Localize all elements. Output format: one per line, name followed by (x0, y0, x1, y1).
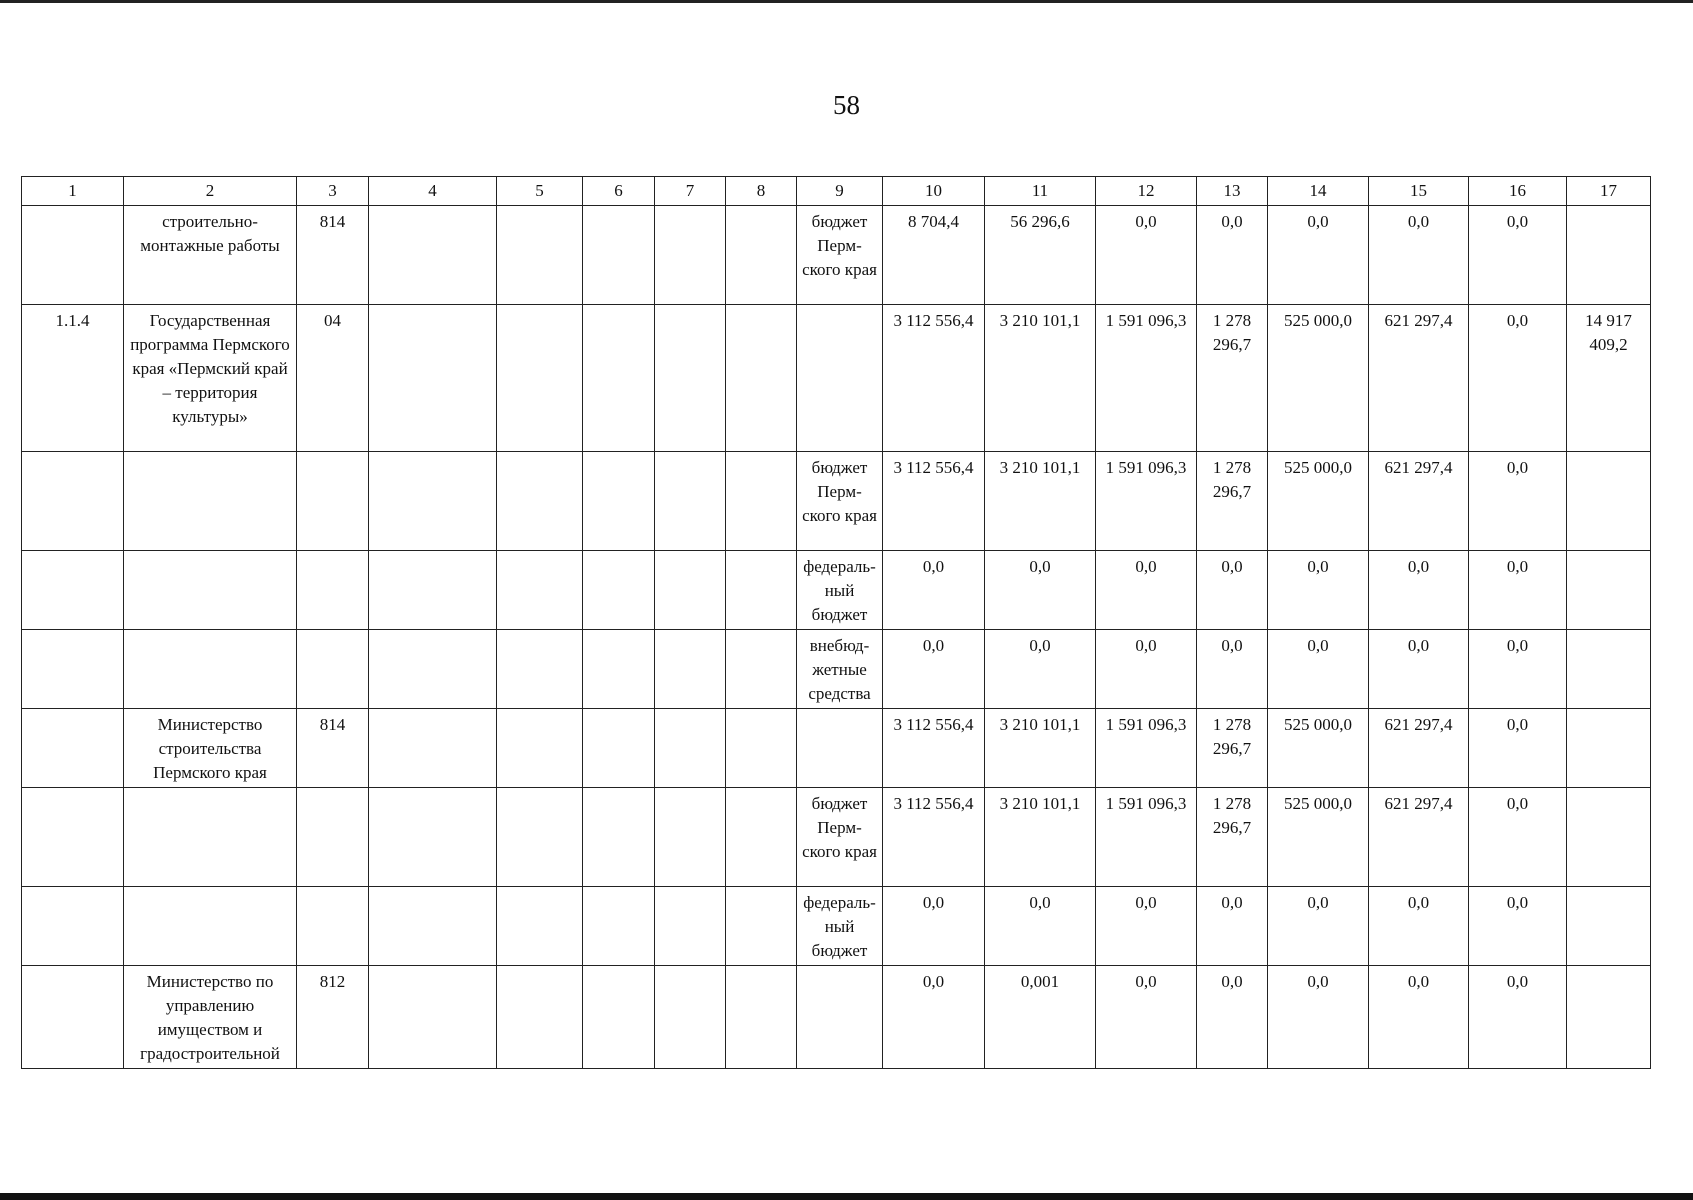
table-cell-col-9: внебюд-жетные средства (797, 630, 883, 709)
table-cell-col-9: бюджет Перм-ского края (797, 788, 883, 887)
table-cell-col-15: 0,0 (1369, 551, 1469, 630)
column-header-5: 5 (497, 177, 583, 206)
table-cell-col-5 (497, 887, 583, 966)
table-cell-col-17 (1567, 630, 1651, 709)
table-cell-col-6 (583, 551, 655, 630)
table-cell-col-16: 0,0 (1469, 551, 1567, 630)
table-cell-col-4 (369, 887, 497, 966)
table-cell-col-12: 1 591 096,3 (1096, 788, 1197, 887)
column-header-6: 6 (583, 177, 655, 206)
table-cell-col-15: 621 297,4 (1369, 709, 1469, 788)
table-cell-col-17 (1567, 966, 1651, 1069)
column-header-2: 2 (124, 177, 297, 206)
table-cell-col-12: 0,0 (1096, 966, 1197, 1069)
table-cell-col-5 (497, 788, 583, 887)
table-cell-col-1 (22, 551, 124, 630)
table-cell-col-8 (726, 305, 797, 452)
table-cell-col-7 (655, 305, 726, 452)
table-cell-col-6 (583, 630, 655, 709)
table-cell-col-3: 814 (297, 206, 369, 305)
table-cell-col-15: 0,0 (1369, 630, 1469, 709)
table-cell-col-15: 621 297,4 (1369, 788, 1469, 887)
table-cell-col-15: 621 297,4 (1369, 305, 1469, 452)
table-cell-col-3 (297, 788, 369, 887)
table-cell-col-13: 1 278 296,7 (1197, 305, 1268, 452)
table-cell-col-16: 0,0 (1469, 788, 1567, 887)
table-cell-col-9 (797, 966, 883, 1069)
table-cell-col-9 (797, 709, 883, 788)
table-cell-col-15: 0,0 (1369, 966, 1469, 1069)
table-cell-col-7 (655, 788, 726, 887)
table-cell-col-2 (124, 630, 297, 709)
table-cell-col-9: федераль-ный бюджет (797, 551, 883, 630)
table-cell-col-17 (1567, 452, 1651, 551)
column-header-4: 4 (369, 177, 497, 206)
table-cell-col-12: 0,0 (1096, 630, 1197, 709)
table-cell-col-17 (1567, 788, 1651, 887)
table-cell-col-16: 0,0 (1469, 630, 1567, 709)
page-number: 58 (833, 90, 860, 120)
table-cell-col-15: 0,0 (1369, 206, 1469, 305)
table-row (22, 305, 1651, 452)
table-cell-col-8 (726, 630, 797, 709)
table-cell-col-2: Министерство строительства Пермского края (124, 709, 297, 788)
table-cell-col-6 (583, 709, 655, 788)
table-cell-col-6 (583, 788, 655, 887)
table-cell-col-7 (655, 709, 726, 788)
table-cell-col-11: 0,001 (985, 966, 1096, 1069)
table-cell-col-14: 0,0 (1268, 630, 1369, 709)
table-row (22, 630, 1651, 709)
table-cell-col-10: 3 112 556,4 (883, 788, 985, 887)
table-cell-col-9: бюджет Перм-ского края (797, 452, 883, 551)
table-cell-col-16: 0,0 (1469, 887, 1567, 966)
table-cell-col-3: 814 (297, 709, 369, 788)
table-cell-col-13: 0,0 (1197, 551, 1268, 630)
table-cell-col-8 (726, 709, 797, 788)
table-cell-col-8 (726, 788, 797, 887)
table-cell-col-10: 3 112 556,4 (883, 709, 985, 788)
table-cell-col-10: 0,0 (883, 630, 985, 709)
table-row (22, 206, 1651, 305)
table-cell-col-2: Государственная программа Пермского края «Пермский край – территория культуры» (124, 305, 297, 452)
table-cell-col-9: федераль-ный бюджет (797, 887, 883, 966)
column-header-3: 3 (297, 177, 369, 206)
table-cell-col-7 (655, 966, 726, 1069)
table-cell-col-12: 0,0 (1096, 206, 1197, 305)
table-cell-col-12: 0,0 (1096, 551, 1197, 630)
column-header-7: 7 (655, 177, 726, 206)
table-cell-col-4 (369, 630, 497, 709)
table-cell-col-7 (655, 887, 726, 966)
table-cell-col-6 (583, 966, 655, 1069)
table-cell-col-5 (497, 452, 583, 551)
table-cell-col-9 (797, 305, 883, 452)
table-cell-col-3: 812 (297, 966, 369, 1069)
table-cell-col-8 (726, 452, 797, 551)
column-header-8: 8 (726, 177, 797, 206)
table-cell-col-11: 3 210 101,1 (985, 709, 1096, 788)
table-cell-col-1 (22, 966, 124, 1069)
table-cell-col-2 (124, 788, 297, 887)
table-cell-col-8 (726, 551, 797, 630)
table-cell-col-1 (22, 630, 124, 709)
table-row (22, 966, 1651, 1069)
table-cell-col-13: 1 278 296,7 (1197, 452, 1268, 551)
table-cell-col-8 (726, 966, 797, 1069)
table-cell-col-1 (22, 452, 124, 551)
table-cell-col-3 (297, 452, 369, 551)
table-cell-col-16: 0,0 (1469, 966, 1567, 1069)
table-cell-col-14: 525 000,0 (1268, 305, 1369, 452)
top-border-line (0, 0, 1693, 3)
table-cell-col-10: 0,0 (883, 551, 985, 630)
table-cell-col-7 (655, 206, 726, 305)
table-cell-col-6 (583, 887, 655, 966)
table-cell-col-7 (655, 551, 726, 630)
table-row (22, 551, 1651, 630)
table-cell-col-11: 0,0 (985, 630, 1096, 709)
bottom-scan-edge (0, 1193, 1693, 1200)
table-cell-col-17 (1567, 551, 1651, 630)
table-row (22, 788, 1651, 887)
table-row (22, 887, 1651, 966)
table-cell-col-13: 0,0 (1197, 966, 1268, 1069)
table-cell-col-4 (369, 452, 497, 551)
table-cell-col-6 (583, 452, 655, 551)
table-cell-col-17 (1567, 709, 1651, 788)
table-cell-col-13: 1 278 296,7 (1197, 788, 1268, 887)
table-cell-col-5 (497, 966, 583, 1069)
table-cell-col-13: 0,0 (1197, 206, 1268, 305)
table-cell-col-17 (1567, 206, 1651, 305)
table-cell-col-17: 14 917 409,2 (1567, 305, 1651, 452)
table-cell-col-1 (22, 887, 124, 966)
table-row (22, 709, 1651, 788)
table-cell-col-10: 0,0 (883, 887, 985, 966)
column-header-16: 16 (1469, 177, 1567, 206)
table-cell-col-14: 525 000,0 (1268, 788, 1369, 887)
table-cell-col-16: 0,0 (1469, 452, 1567, 551)
table-cell-col-2 (124, 551, 297, 630)
table-cell-col-1 (22, 709, 124, 788)
column-header-17: 17 (1567, 177, 1651, 206)
table-cell-col-5 (497, 551, 583, 630)
table-cell-col-1: 1.1.4 (22, 305, 124, 452)
table-cell-col-4 (369, 551, 497, 630)
header-row (22, 177, 1651, 206)
table-cell-col-10: 8 704,4 (883, 206, 985, 305)
table-cell-col-14: 0,0 (1268, 206, 1369, 305)
column-header-9: 9 (797, 177, 883, 206)
table-cell-col-15: 621 297,4 (1369, 452, 1469, 551)
table-cell-col-11: 3 210 101,1 (985, 452, 1096, 551)
table-row (22, 452, 1651, 551)
table-cell-col-9: бюджет Перм-ского края (797, 206, 883, 305)
table-cell-col-11: 3 210 101,1 (985, 788, 1096, 887)
table-cell-col-11: 56 296,6 (985, 206, 1096, 305)
table-cell-col-11: 0,0 (985, 887, 1096, 966)
table-cell-col-12: 1 591 096,3 (1096, 709, 1197, 788)
table-cell-col-12: 0,0 (1096, 887, 1197, 966)
table-cell-col-3 (297, 887, 369, 966)
budget-table (21, 176, 1651, 1069)
table-cell-col-12: 1 591 096,3 (1096, 452, 1197, 551)
column-header-10: 10 (883, 177, 985, 206)
table-cell-col-2: строительно-монтажные работы (124, 206, 297, 305)
table-cell-col-8 (726, 887, 797, 966)
table-cell-col-6 (583, 305, 655, 452)
table-cell-col-14: 0,0 (1268, 966, 1369, 1069)
column-header-14: 14 (1268, 177, 1369, 206)
table-cell-col-15: 0,0 (1369, 887, 1469, 966)
table-cell-col-14: 0,0 (1268, 551, 1369, 630)
table-cell-col-11: 0,0 (985, 551, 1096, 630)
table-cell-col-8 (726, 206, 797, 305)
table-cell-col-13: 0,0 (1197, 887, 1268, 966)
table-cell-col-5 (497, 630, 583, 709)
table-cell-col-3: 04 (297, 305, 369, 452)
table-cell-col-5 (497, 709, 583, 788)
column-header-13: 13 (1197, 177, 1268, 206)
table-cell-col-10: 0,0 (883, 966, 985, 1069)
table-cell-col-2: Министерство по управлению имуществом и градостроительной (124, 966, 297, 1069)
table-cell-col-5 (497, 305, 583, 452)
table-cell-col-4 (369, 788, 497, 887)
column-header-12: 12 (1096, 177, 1197, 206)
table-cell-col-1 (22, 788, 124, 887)
table-cell-col-4 (369, 966, 497, 1069)
table-cell-col-13: 0,0 (1197, 630, 1268, 709)
table-cell-col-13: 1 278 296,7 (1197, 709, 1268, 788)
table-cell-col-3 (297, 551, 369, 630)
table-cell-col-10: 3 112 556,4 (883, 305, 985, 452)
table-cell-col-14: 0,0 (1268, 887, 1369, 966)
table-cell-col-2 (124, 452, 297, 551)
column-header-1: 1 (22, 177, 124, 206)
table-cell-col-3 (297, 630, 369, 709)
table-cell-col-6 (583, 206, 655, 305)
table-cell-col-7 (655, 630, 726, 709)
table-cell-col-5 (497, 206, 583, 305)
table-cell-col-11: 3 210 101,1 (985, 305, 1096, 452)
table-cell-col-2 (124, 887, 297, 966)
column-header-11: 11 (985, 177, 1096, 206)
table-body (22, 177, 1651, 1069)
table-cell-col-1 (22, 206, 124, 305)
table-cell-col-10: 3 112 556,4 (883, 452, 985, 551)
table-cell-col-16: 0,0 (1469, 305, 1567, 452)
table-cell-col-14: 525 000,0 (1268, 709, 1369, 788)
table-cell-col-4 (369, 206, 497, 305)
table-cell-col-16: 0,0 (1469, 709, 1567, 788)
table-cell-col-17 (1567, 887, 1651, 966)
table-cell-col-4 (369, 305, 497, 452)
table-cell-col-12: 1 591 096,3 (1096, 305, 1197, 452)
column-header-15: 15 (1369, 177, 1469, 206)
table-cell-col-7 (655, 452, 726, 551)
table-cell-col-16: 0,0 (1469, 206, 1567, 305)
table-cell-col-14: 525 000,0 (1268, 452, 1369, 551)
table-cell-col-4 (369, 709, 497, 788)
